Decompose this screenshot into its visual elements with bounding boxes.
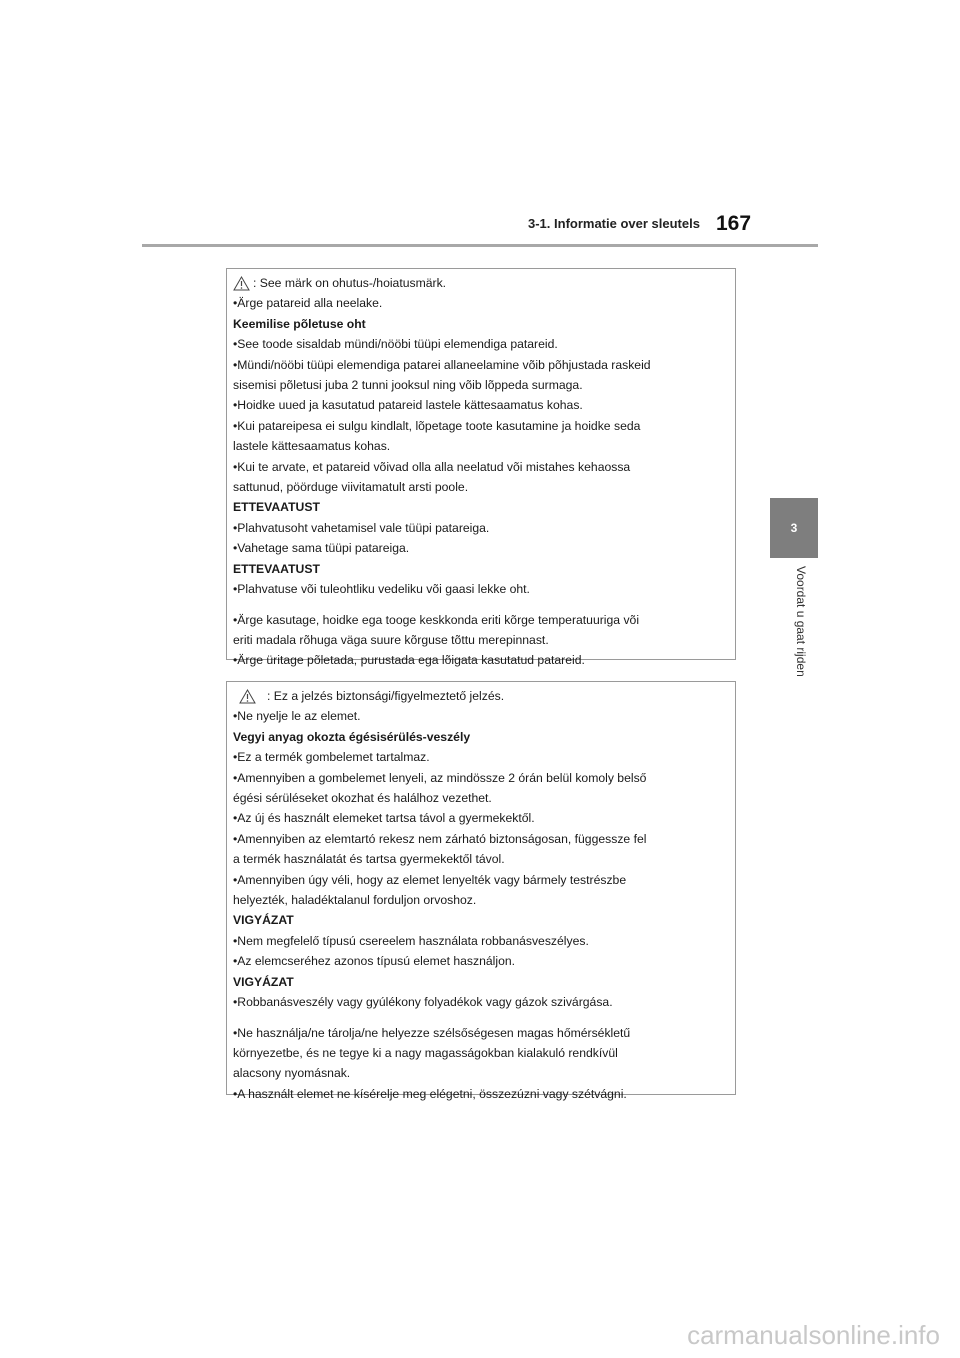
warning-text-line: •Ez a termék gombelemet tartalmaz. [233,750,430,765]
warning-text-line: •Kui te arvate, et patareid võivad olla alla neelatud või mistahes kehaossa [233,459,631,474]
spacer [233,1013,729,1023]
warning-text-line: sattunud, pöörduge viivitamatult arsti poole. [233,480,469,495]
warning-heading: VIGYÁZAT [233,974,294,989]
warning-text-line: •Ärge kasutage, hoidke ega tooge keskkonda eriti kõrge temperatuuriga või [233,612,640,627]
warning-heading: Vegyi anyag okozta égésisérülés-veszély [233,729,471,744]
warning-text-line: •Az új és használt elemeket tartsa távol a gyermekektől. [233,811,535,826]
warning-triangle-icon [239,689,256,704]
header-rule [142,244,818,247]
warning-heading: Keemilise põletuse oht [233,316,366,331]
warning-text-line: •Kui patareipesa ei sulgu kindlalt, lõpetage toote kasutamine ja hoidke seda [233,418,641,433]
section-title: 3-1. Informatie over sleutels [528,216,700,231]
warning-lines [233,293,729,670]
symbol-note-text: : Ez a jelzés biztonsági/figyelmeztető jelzés. [267,689,505,703]
warning-text-line: sisemisi põletusi juba 2 tunni jooksul ning võib lõppeda surmaga. [233,378,583,393]
warning-text-line: környezetbe, és ne tegye ki a nagy magasságokban kialakuló rendkívül [233,1045,618,1060]
warning-text-line: alacsony nyomásnak. [233,1066,351,1081]
symbol-note-text: : See märk on ohutus-/hoiatusmärk. [253,276,447,290]
chapter-tab[interactable]: 3 [770,498,818,558]
warning-text-line: •Plahvatuse või tuleohtliku vedeliku või gaasi lekke oht. [233,582,530,597]
warning-text-line: •Amennyiben az elemtartó rekesz nem zárható biztonságosan, függessze fel [233,831,647,846]
warning-text-line: •Plahvatusoht vahetamisel vale tüüpi patareiga. [233,520,490,535]
warning-text-line: •Nem megfelelő típusú csereelem használata robbanásveszélyes. [233,933,589,948]
warning-text-line: •Amennyiben úgy véli, hogy az elemet lenyelték vagy bármely testrészbe [233,872,627,887]
warning-text-line: •Az elemcseréhez azonos típusú elemet használjon. [233,954,516,969]
warning-text-line: helyezték, haladéktalanul forduljon orvoshoz. [233,893,477,908]
warning-lines [233,706,729,1104]
warning-text-line: •Ärge üritage põletada, purustada ega lõigata kasutatud patareid. [233,653,585,668]
warning-text-line: •A használt elemet ne kísérelje meg elégetni, összezúzni vagy szétvágni. [233,1086,627,1101]
warning-box-estonian [226,268,736,668]
warning-text-line: •Mündi/nööbi tüüpi elemendiga patarei allaneelamine võib põhjustada raskeid [233,357,651,372]
warning-text-line: •Robbanásveszély vagy gyúlékony folyadékok vagy gázok szivárgása. [233,995,613,1010]
symbol-note-line [233,686,729,706]
warning-text-line: égési sérüléseket okozhat és halálhoz vezethet. [233,791,492,806]
warning-box-hungarian [226,681,736,1101]
chapter-side-label: Voordat u gaat rijden [794,566,808,677]
footer-watermark: carmanualsonline.info [687,1320,940,1350]
warning-text-line: •Ärge patareid alla neelake. [233,296,383,311]
symbol-note-line [233,273,729,293]
warning-text-line: •Vahetage sama tüüpi patareiga. [233,541,410,556]
warning-text-line: lastele kättesaamatus kohas. [233,439,391,454]
warning-heading: ETTEVAATUST [233,561,320,576]
spacer [233,600,729,610]
warning-heading: VIGYÁZAT [233,913,294,928]
page-number: 167 [716,212,752,235]
warning-text-line: •See toode sisaldab mündi/nööbi tüüpi elemendiga patareid. [233,337,558,352]
warning-text-line: •Hoidke uued ja kasutatud patareid lastele kättesaamatus kohas. [233,398,583,413]
warning-text-line: •Amennyiben a gombelemet lenyeli, az mindössze 2 órán belül komoly belső [233,770,647,785]
warning-heading: ETTEVAATUST [233,500,320,515]
warning-text-line: •Ne nyelje le az elemet. [233,709,361,724]
warning-text-line: •Ne használja/ne tárolja/ne helyezze szélsőségesen magas hőmérsékletű [233,1025,631,1040]
warning-triangle-icon [233,276,250,291]
warning-text-line: a termék használatát és tartsa gyermekektől távol. [233,852,505,867]
warning-text-line: eriti madala rõhuga väga suure kõrguse tõttu merepinnast. [233,632,549,647]
